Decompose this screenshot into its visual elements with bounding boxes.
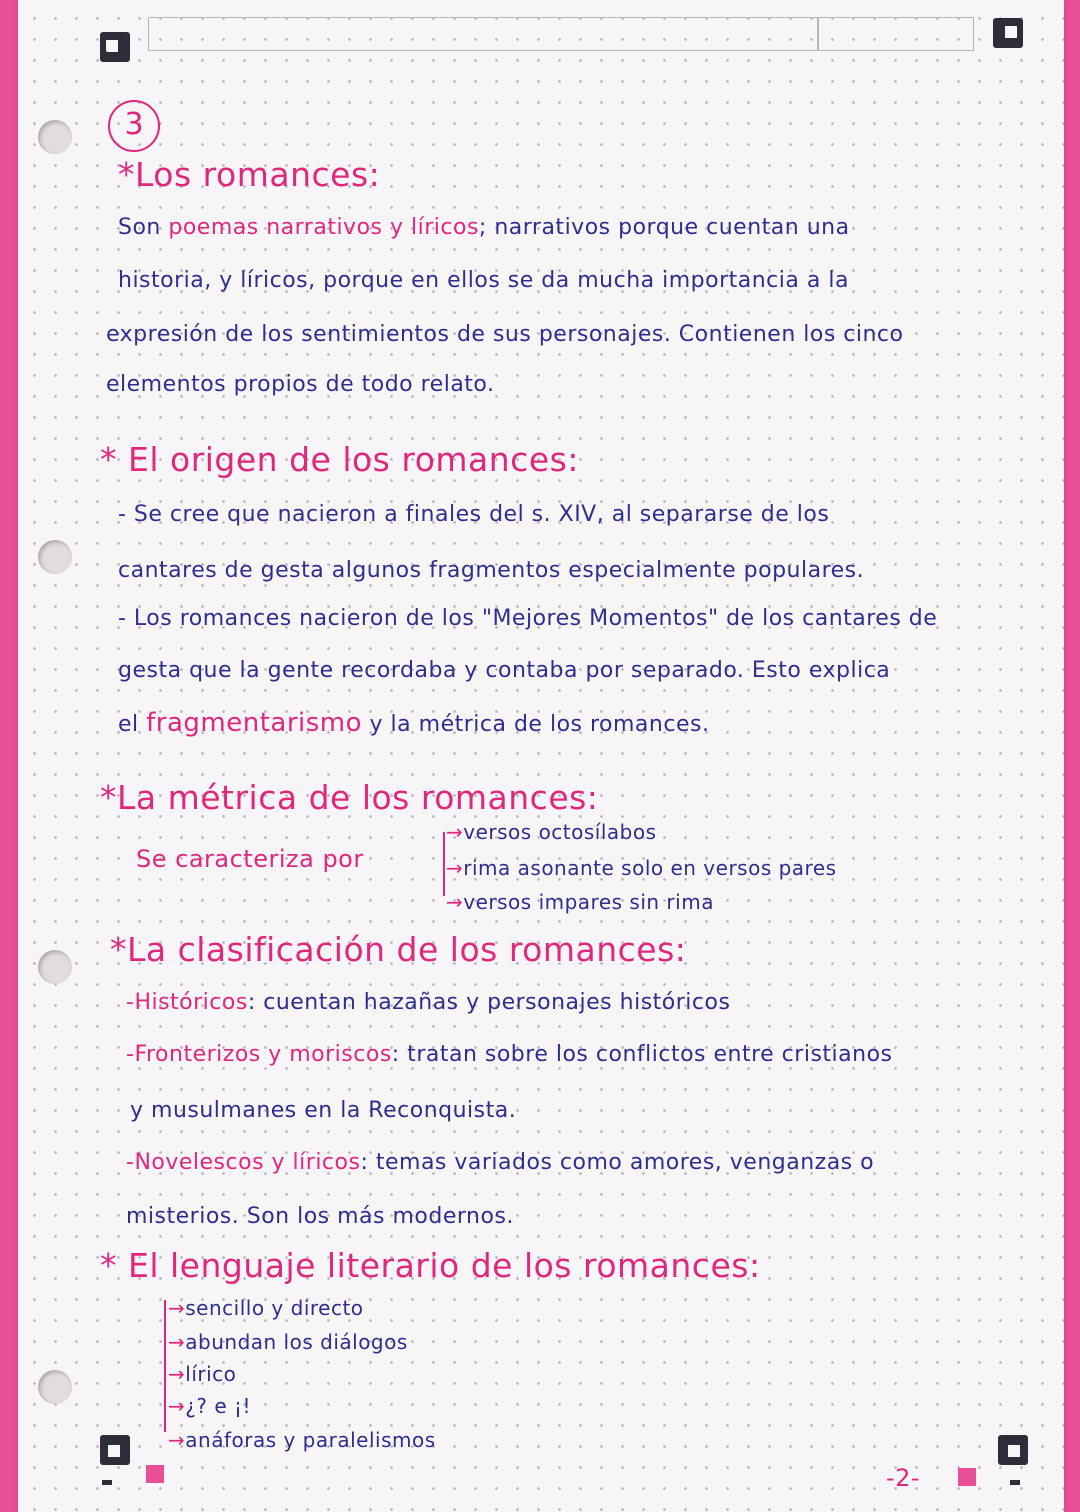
binder-hole bbox=[38, 1370, 72, 1404]
section-title-lenguaje: * El lenguaje literario de los romances: bbox=[100, 1246, 761, 1285]
text-line: historia, y líricos, porque en ellos se da mucha importancia a la bbox=[118, 268, 849, 293]
text-line: - Los romances nacieron de los "Mejores Momentos" de los cantares de bbox=[118, 606, 938, 631]
pink-square-icon bbox=[146, 1465, 164, 1483]
text-line: elementos propios de todo relato. bbox=[106, 372, 495, 397]
metrica-lead: Se caracteriza por bbox=[136, 845, 364, 873]
notebook-page bbox=[18, 0, 1064, 1512]
bracket-line bbox=[164, 1300, 166, 1432]
arrow-icon: → bbox=[168, 1428, 186, 1452]
text-line: gesta que la gente recordaba y contaba por separado. Esto explica bbox=[118, 658, 891, 683]
corner-mark-icon bbox=[100, 32, 130, 62]
corner-mark-icon bbox=[993, 18, 1023, 48]
arrow-icon: → bbox=[168, 1362, 186, 1386]
text-line: Son poemas narrativos y líricos; narrativos porque cuentan una bbox=[118, 215, 850, 240]
list-item: →abundan los diálogos bbox=[168, 1330, 408, 1354]
page-number: -2- bbox=[886, 1464, 921, 1492]
arrow-icon: → bbox=[446, 890, 464, 914]
corner-mark-icon bbox=[100, 1435, 130, 1465]
section-number-badge: 3 bbox=[108, 100, 160, 152]
bracket-line bbox=[443, 832, 445, 896]
text-line: el fragmentarismo y la métrica de los romances. bbox=[118, 708, 710, 738]
list-item: -Novelescos y líricos: temas variados como amores, venganzas o bbox=[126, 1150, 875, 1175]
list-item: →lírico bbox=[168, 1362, 237, 1386]
arrow-icon: → bbox=[168, 1296, 186, 1320]
binder-hole bbox=[38, 540, 72, 574]
header-box bbox=[148, 17, 974, 51]
pink-square-icon bbox=[958, 1468, 976, 1486]
binder-hole bbox=[38, 120, 72, 154]
list-item: →rima asonante solo en versos pares bbox=[446, 856, 837, 880]
list-item: →sencillo y directo bbox=[168, 1296, 364, 1320]
list-item: misterios. Son los más modernos. bbox=[126, 1204, 514, 1229]
section-title-romances: *Los romances: bbox=[118, 155, 381, 194]
text-line: expresión de los sentimientos de sus personajes. Contienen los cinco bbox=[106, 322, 904, 347]
list-item: →versos octosílabos bbox=[446, 820, 657, 844]
arrow-icon: → bbox=[446, 856, 464, 880]
list-item: →¿? e ¡! bbox=[168, 1394, 252, 1418]
list-item: →versos impares sin rima bbox=[446, 890, 714, 914]
arrow-icon: → bbox=[168, 1394, 186, 1418]
section-title-origen: * El origen de los romances: bbox=[100, 440, 579, 479]
section-title-metrica: *La métrica de los romances: bbox=[100, 778, 599, 817]
section-title-clasificacion: *La clasificación de los romances: bbox=[110, 930, 687, 969]
text-line: cantares de gesta algunos fragmentos especialmente populares. bbox=[118, 558, 865, 583]
list-item: →anáforas y paralelismos bbox=[168, 1428, 436, 1452]
binder-hole bbox=[38, 950, 72, 984]
list-item: y musulmanes en la Reconquista. bbox=[130, 1098, 517, 1123]
list-item: -Históricos: cuentan hazañas y personajes históricos bbox=[126, 990, 731, 1015]
arrow-icon: → bbox=[446, 820, 464, 844]
corner-mark-icon bbox=[998, 1435, 1028, 1465]
dash-mark bbox=[1010, 1480, 1020, 1485]
arrow-icon: → bbox=[168, 1330, 186, 1354]
list-item: -Fronterizos y moriscos: tratan sobre los conflictos entre cristianos bbox=[126, 1042, 893, 1067]
text-line: - Se cree que nacieron a finales del s. XIV, al separarse de los bbox=[118, 502, 830, 527]
dash-mark bbox=[102, 1480, 112, 1485]
